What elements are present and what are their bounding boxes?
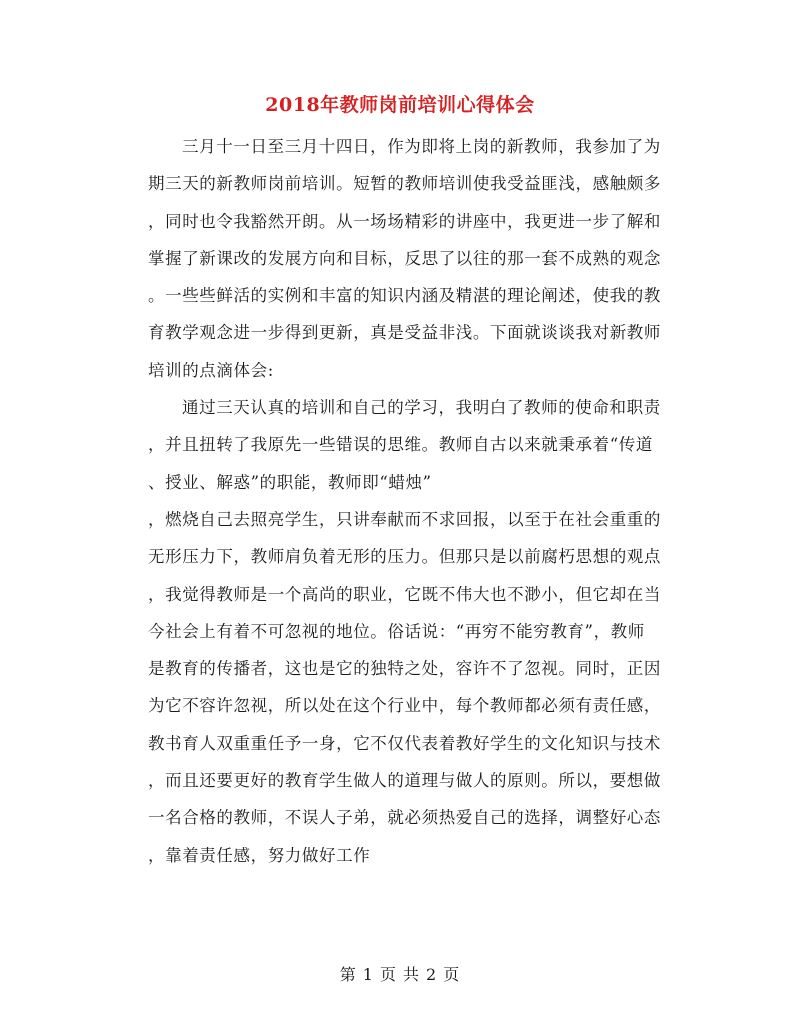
footer-label-end: 页 — [443, 965, 461, 984]
paragraph-2-line-10: 教书育人双重重任予一身，它不仅代表着教好学生的文化知识与技术 — [148, 733, 661, 753]
footer-current-page: 1 — [362, 965, 374, 984]
paragraph-2-line-4: ，燃烧自己去照亮学生，只讲奉献而不求回报，以至于在社会重重的 — [148, 509, 661, 529]
document-body — [148, 128, 668, 874]
footer-label-page: 第 — [339, 965, 357, 984]
paragraph-2-line-13: ，靠着责任感，努力做好工作 — [148, 845, 371, 865]
paragraph-2-line-11: ，而且还要更好的教育学生做人的道理与做人的原则。所以，要想做 — [148, 771, 661, 791]
document-title: 2018年教师岗前培训心得体会 — [265, 94, 535, 116]
paragraph-2-line-3: 、授业、解惑”的职能，教师即“蜡烛” — [148, 472, 432, 492]
paragraph-2-line-1: 通过三天认真的培训和自己的学习，我明白了教师的使命和职责 — [182, 398, 661, 418]
paragraph-1-line-4: 掌握了新课改的发展方向和目标，反思了以往的那一套不成熟的观念 — [148, 248, 661, 268]
paragraph-1-line-5: 。一些些鲜活的实例和丰富的知识内涵及精湛的理论阐述，使我的教 — [148, 286, 661, 306]
paragraph-2-line-6: ，我觉得教师是一个高尚的职业，它既不伟大也不渺小，但它却在当 — [148, 584, 661, 604]
paragraph-2-line-5: 无形压力下，教师肩负着无形的压力。但那只是以前腐朽思想的观点 — [148, 547, 661, 567]
paragraph-1-line-6: 育教学观念进一步得到更新，真是受益非浅。下面就谈谈我对新教师 — [148, 323, 661, 343]
paragraph-2-line-7: 今社会上有着不可忽视的地位。俗话说：“再穷不能穷教育”，教师 — [148, 621, 645, 641]
page-footer — [0, 962, 800, 985]
paragraph-2-line-9: 为它不容许忽视，所以处在这个行业中，每个教师都必须有责任感， — [148, 696, 661, 716]
footer-label-of: 页 共 — [379, 965, 421, 984]
footer-total-pages: 2 — [426, 965, 438, 984]
paragraph-1-line-7: 培训的点滴体会: — [148, 360, 274, 380]
paragraph-1-line-1: 三月十一日至三月十四日，作为即将上岗的新教师，我参加了为 — [182, 137, 661, 156]
paragraph-2-line-12: 一名合格的教师，不误人子弟，就必须热爱自己的选择，调整好心态 — [148, 808, 661, 828]
paragraph-1-line-3: ，同时也令我豁然开朗。从一场场精彩的讲座中，我更进一步了解和 — [148, 211, 661, 231]
paragraph-2-line-8: 是教育的传播者，这也是它的独特之处，容许不了忽视。同时，正因 — [148, 659, 661, 679]
paragraph-2-line-2: ，并且扭转了我原先一些错误的思维。教师自古以来就秉承着“传道 — [148, 435, 653, 455]
paragraph-1-line-2: 期三天的新教师岗前培训。短暂的教师培训使我受益匪浅，感触颇多 — [148, 174, 661, 194]
